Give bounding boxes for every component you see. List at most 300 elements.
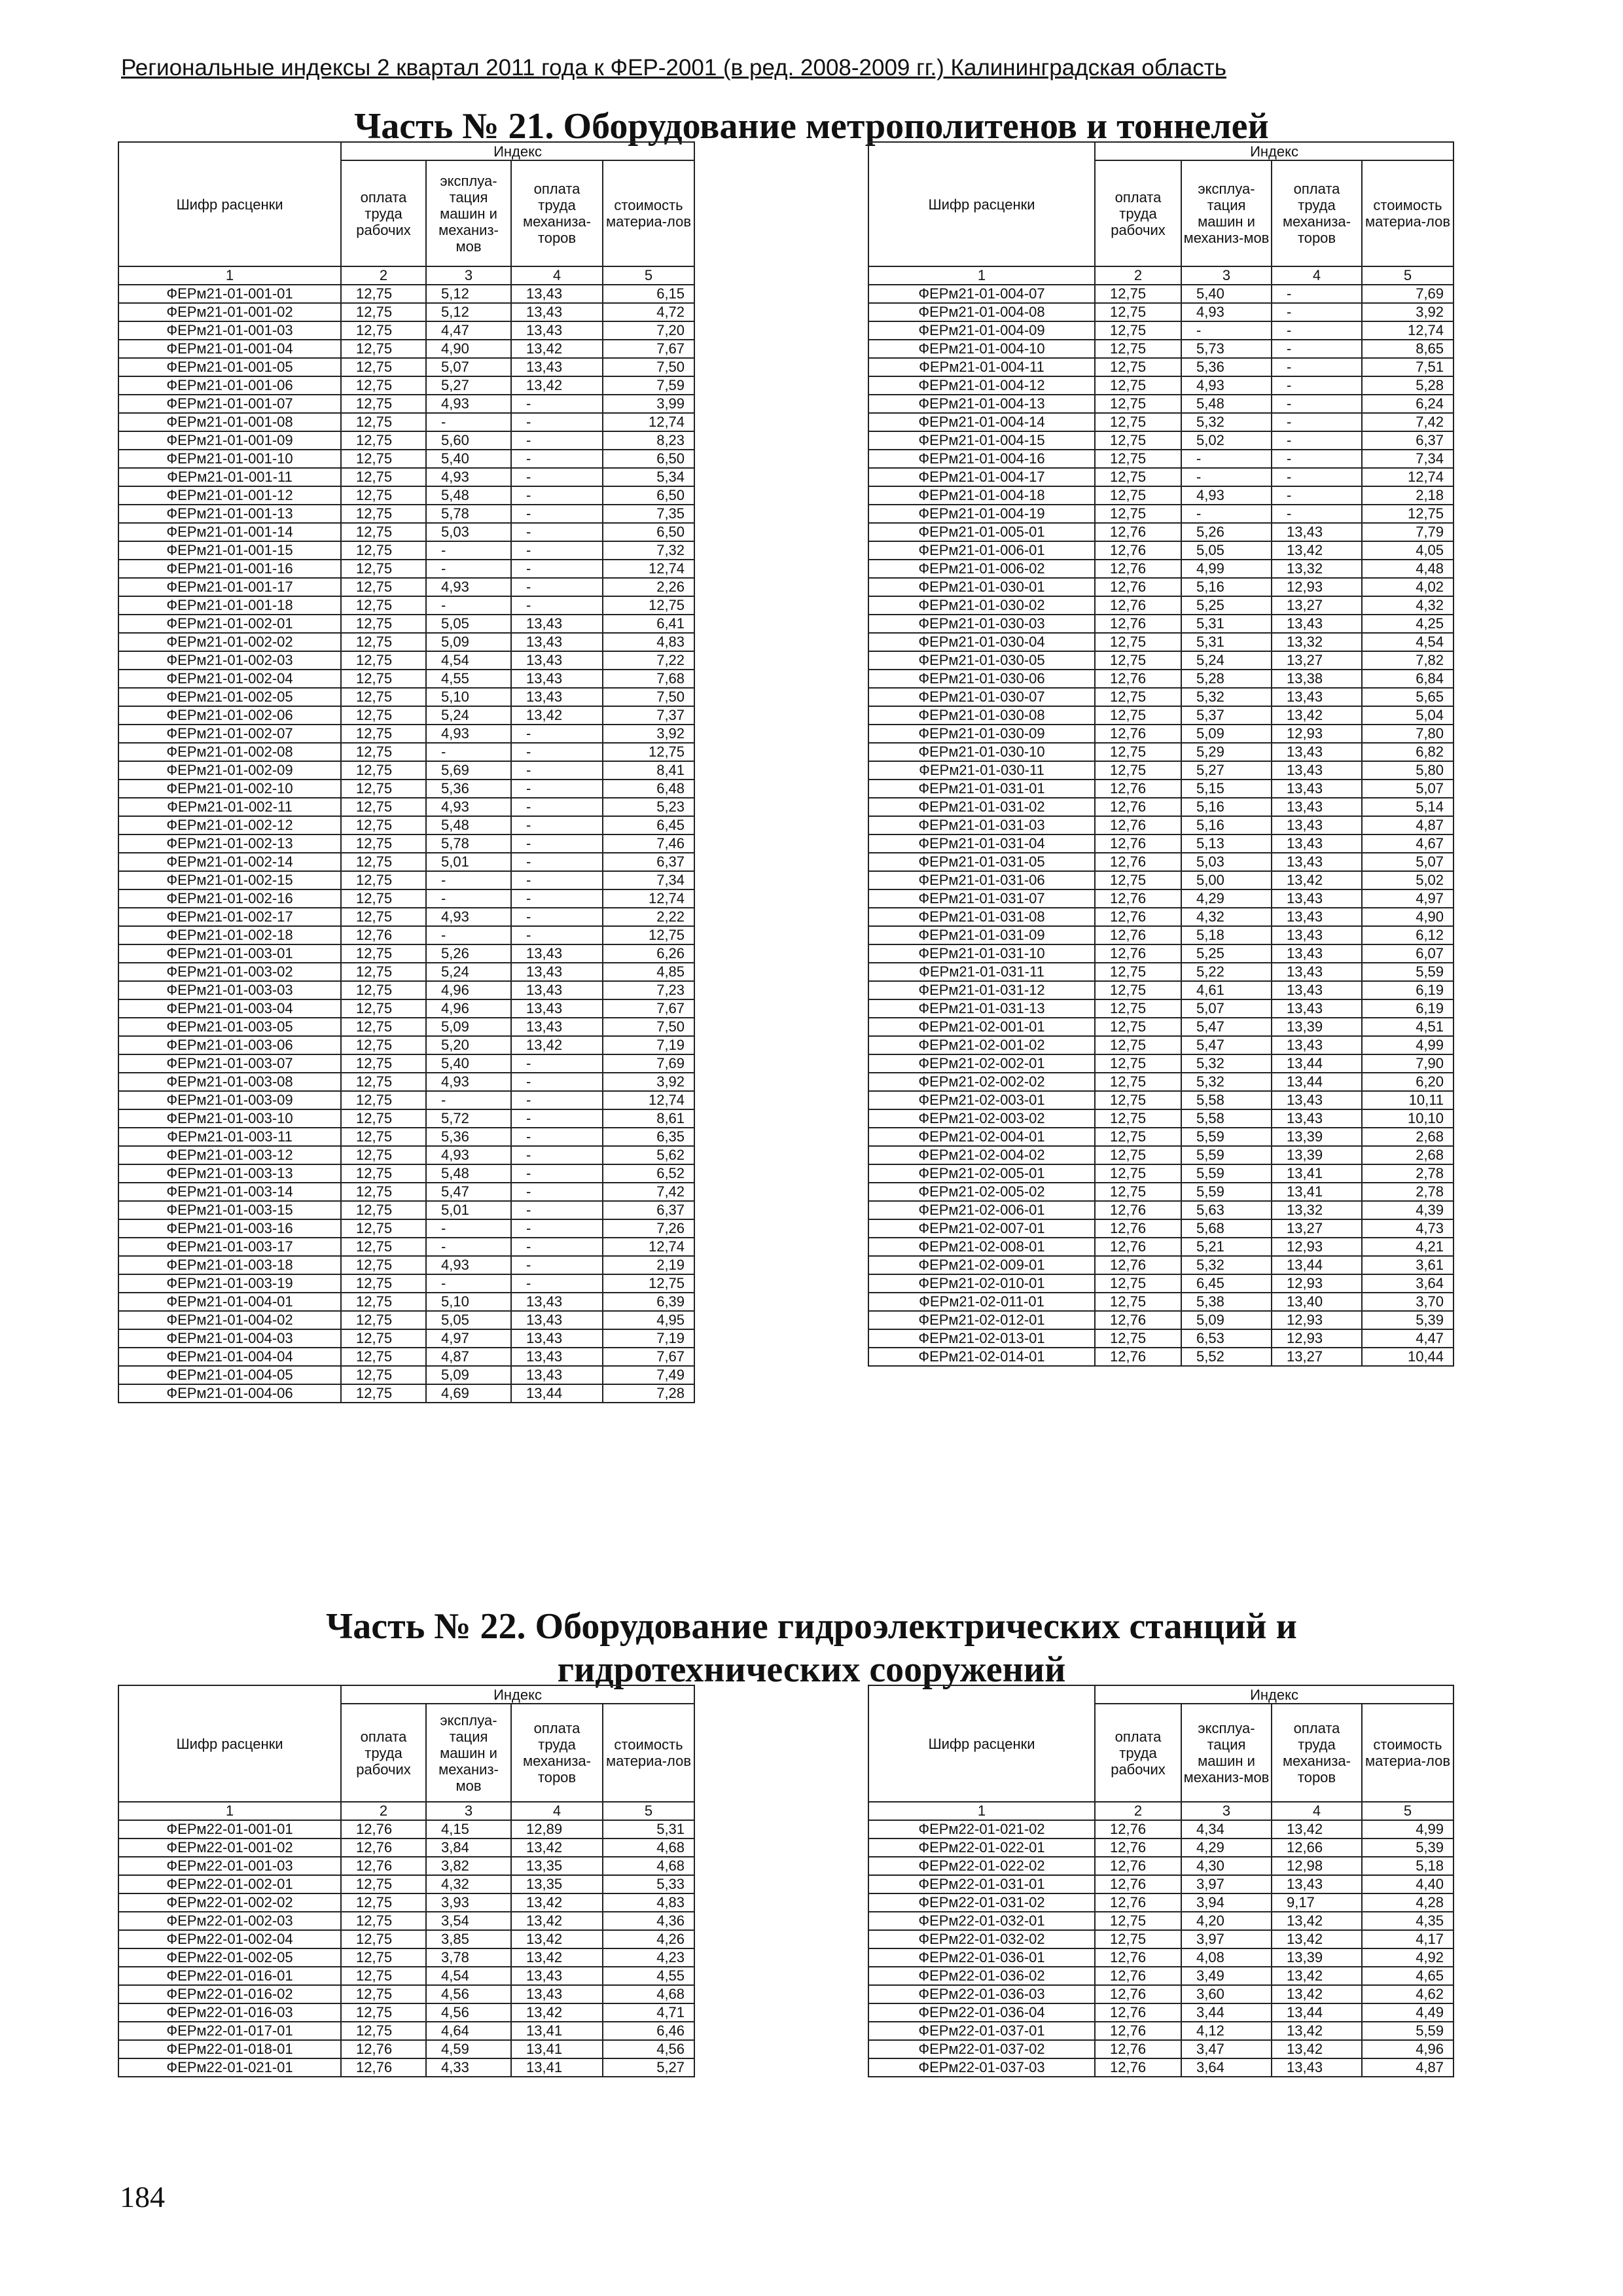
- labor-index: 12,76: [1095, 1820, 1181, 1839]
- materials-index: 2,19: [603, 1256, 694, 1274]
- mech-labor-index: -: [1272, 395, 1362, 413]
- rate-code: ФЕРм21-01-031-07: [868, 889, 1095, 908]
- labor-index: 12,75: [341, 963, 426, 981]
- mech-labor-index: -: [1272, 321, 1362, 340]
- mech-labor-index: 13,43: [511, 358, 603, 376]
- labor-index: 12,75: [1095, 981, 1181, 999]
- materials-index: 12,75: [603, 926, 694, 944]
- materials-index: 5,07: [1362, 853, 1454, 871]
- table-row: [118, 944, 694, 963]
- materials-index: 4,71: [603, 2003, 694, 2022]
- rate-code: ФЕРм22-01-001-02: [118, 1839, 341, 1857]
- table-row: [118, 578, 694, 596]
- machines-index: 5,07: [1181, 999, 1272, 1018]
- materials-index: 7,42: [603, 1183, 694, 1201]
- rate-code: ФЕРм21-01-003-02: [118, 963, 341, 981]
- materials-index: 4,48: [1362, 560, 1454, 578]
- table-row: [868, 926, 1454, 944]
- table-row: [868, 505, 1454, 523]
- rate-code: ФЕРм21-01-004-16: [868, 450, 1095, 468]
- mech-labor-index: -: [511, 834, 603, 853]
- machines-index: 4,96: [426, 981, 511, 999]
- rate-code: ФЕРм21-01-030-05: [868, 651, 1095, 670]
- table-row: [118, 1912, 694, 1930]
- table-row: [868, 2022, 1454, 2040]
- table-row: [118, 1384, 694, 1403]
- materials-index: 7,37: [603, 706, 694, 725]
- rate-code: ФЕРм21-01-002-13: [118, 834, 341, 853]
- labor-index: 12,76: [1095, 1985, 1181, 2003]
- rate-code: ФЕРм21-01-003-07: [118, 1054, 341, 1073]
- machines-index: 5,40: [426, 1054, 511, 1073]
- materials-index: 4,28: [1362, 1893, 1454, 1912]
- section-22-title-line1: Часть № 22. Оборудование гидроэлектрических станций и: [326, 1606, 1297, 1647]
- labor-index: 12,75: [341, 560, 426, 578]
- table-row: [118, 963, 694, 981]
- materials-index: 7,35: [603, 505, 694, 523]
- table-row: [868, 1985, 1454, 2003]
- labor-index: 12,75: [341, 1366, 426, 1384]
- labor-index: 12,75: [341, 743, 426, 761]
- rate-code: ФЕРм21-02-010-01: [868, 1274, 1095, 1293]
- materials-index: 8,23: [603, 431, 694, 450]
- machines-index: 4,93: [426, 578, 511, 596]
- mech-labor-index: 13,43: [1272, 523, 1362, 541]
- rate-code: ФЕРм21-01-002-02: [118, 633, 341, 651]
- rate-code: ФЕРм21-01-003-04: [118, 999, 341, 1018]
- table-row: [868, 358, 1454, 376]
- mech-labor-index: 13,42: [1272, 706, 1362, 725]
- materials-index: 7,34: [603, 871, 694, 889]
- rate-code: ФЕРм21-01-006-01: [868, 541, 1095, 560]
- labor-index: 12,75: [1095, 1036, 1181, 1054]
- labor-index: 12,76: [1095, 2040, 1181, 2058]
- labor-index: 12,75: [341, 1164, 426, 1183]
- materials-index: 4,87: [1362, 816, 1454, 834]
- table-row: [118, 285, 694, 303]
- machines-index: 4,55: [426, 670, 511, 688]
- rate-code: ФЕРм21-01-003-11: [118, 1128, 341, 1146]
- machines-index: 5,27: [1181, 761, 1272, 780]
- machines-index: 5,05: [1181, 541, 1272, 560]
- rate-code: ФЕРм21-01-002-04: [118, 670, 341, 688]
- materials-index: 7,50: [603, 1018, 694, 1036]
- materials-index: 7,50: [603, 688, 694, 706]
- mech-labor-index: 13,41: [1272, 1164, 1362, 1183]
- rate-code: ФЕРм21-01-003-16: [118, 1219, 341, 1238]
- rate-code: ФЕРм21-01-001-08: [118, 413, 341, 431]
- machines-index: 4,34: [1181, 1820, 1272, 1839]
- table-row: [118, 1128, 694, 1146]
- machines-index: 5,26: [1181, 523, 1272, 541]
- table-row: [868, 1311, 1454, 1329]
- machines-index: 5,22: [1181, 963, 1272, 981]
- labor-index: 12,75: [341, 633, 426, 651]
- table-row: [118, 926, 694, 944]
- mech-labor-index: 13,39: [1272, 1128, 1362, 1146]
- labor-index: 12,75: [341, 1930, 426, 1948]
- column-header-machines: эксплуа-тация машин и механиз-мов: [426, 1704, 511, 1802]
- materials-index: 4,40: [1362, 1875, 1454, 1893]
- machines-index: 5,59: [1181, 1128, 1272, 1146]
- labor-index: 12,75: [341, 1238, 426, 1256]
- machines-index: 4,90: [426, 340, 511, 358]
- materials-index: 7,69: [603, 1054, 694, 1073]
- table-row: [868, 1109, 1454, 1128]
- machines-index: 5,13: [1181, 834, 1272, 853]
- table-row: [118, 651, 694, 670]
- materials-index: 4,85: [603, 963, 694, 981]
- document-header: Региональные индексы 2 квартал 2011 года к ФЕР-2001 (в ред. 2008-2009 гг.) Калининградская область: [121, 55, 1226, 81]
- table-row: [118, 1329, 694, 1348]
- mech-labor-index: 13,27: [1272, 1348, 1362, 1366]
- materials-index: 3,92: [1362, 303, 1454, 321]
- labor-index: 12,75: [341, 285, 426, 303]
- materials-index: 4,32: [1362, 596, 1454, 615]
- table-row: [868, 1091, 1454, 1109]
- materials-index: 6,82: [1362, 743, 1454, 761]
- labor-index: 12,75: [1095, 1274, 1181, 1293]
- materials-index: 5,59: [1362, 2022, 1454, 2040]
- table-row: [868, 560, 1454, 578]
- mech-labor-index: -: [511, 1146, 603, 1164]
- materials-index: 4,62: [1362, 1985, 1454, 2003]
- rate-code: ФЕРм21-01-031-10: [868, 944, 1095, 963]
- labor-index: 12,75: [341, 340, 426, 358]
- labor-index: 12,75: [341, 431, 426, 450]
- machines-index: 4,93: [426, 395, 511, 413]
- table-row: [118, 1183, 694, 1201]
- machines-index: -: [426, 743, 511, 761]
- labor-index: 12,76: [341, 1839, 426, 1857]
- labor-index: 12,75: [341, 486, 426, 505]
- rate-code: ФЕРм22-01-017-01: [118, 2022, 341, 2040]
- machines-index: 5,37: [1181, 706, 1272, 725]
- materials-index: 4,99: [1362, 1820, 1454, 1839]
- table-row: [868, 944, 1454, 963]
- rate-code: ФЕРм21-01-001-02: [118, 303, 341, 321]
- materials-index: 4,87: [1362, 2058, 1454, 2077]
- column-number: 1: [118, 1802, 341, 1820]
- mech-labor-index: 13,42: [1272, 2022, 1362, 2040]
- table-row: [868, 1329, 1454, 1348]
- materials-index: 6,50: [603, 486, 694, 505]
- mech-labor-index: 12,93: [1272, 1329, 1362, 1348]
- mech-labor-index: 13,43: [1272, 944, 1362, 963]
- materials-index: 4,35: [1362, 1912, 1454, 1930]
- materials-index: 4,67: [1362, 834, 1454, 853]
- materials-index: 4,21: [1362, 1238, 1454, 1256]
- table-row: [868, 1073, 1454, 1091]
- machines-index: 5,15: [1181, 780, 1272, 798]
- materials-index: 7,34: [1362, 450, 1454, 468]
- machines-index: 6,53: [1181, 1329, 1272, 1348]
- rate-code: ФЕРм21-01-004-06: [118, 1384, 341, 1403]
- rate-code: ФЕРм21-01-001-14: [118, 523, 341, 541]
- machines-index: 5,05: [426, 1311, 511, 1329]
- materials-index: 3,64: [1362, 1274, 1454, 1293]
- machines-index: -: [426, 1091, 511, 1109]
- machines-index: -: [1181, 450, 1272, 468]
- machines-index: 5,48: [426, 1164, 511, 1183]
- machines-index: 5,69: [426, 761, 511, 780]
- machines-index: 3,60: [1181, 1985, 1272, 2003]
- labor-index: 12,76: [1095, 908, 1181, 926]
- mech-labor-index: -: [511, 853, 603, 871]
- materials-index: 4,39: [1362, 1201, 1454, 1219]
- section-21-title: Часть № 21. Оборудование метрополитенов и тоннелей: [354, 106, 1269, 147]
- mech-labor-index: 13,43: [511, 688, 603, 706]
- machines-index: 4,93: [426, 725, 511, 743]
- table-row: [118, 633, 694, 651]
- machines-index: 5,09: [1181, 1311, 1272, 1329]
- table-row: [868, 761, 1454, 780]
- machines-index: 3,93: [426, 1893, 511, 1912]
- rate-code: ФЕРм21-01-002-18: [118, 926, 341, 944]
- machines-index: 4,93: [1181, 376, 1272, 395]
- labor-index: 12,75: [1095, 321, 1181, 340]
- table-row: [118, 615, 694, 633]
- labor-index: 12,75: [341, 871, 426, 889]
- materials-index: 5,07: [1362, 780, 1454, 798]
- labor-index: 12,75: [1095, 1018, 1181, 1036]
- materials-index: 5,31: [603, 1820, 694, 1839]
- mech-labor-index: 13,42: [1272, 1985, 1362, 2003]
- rate-code: ФЕРм21-01-001-13: [118, 505, 341, 523]
- mech-labor-index: -: [511, 1238, 603, 1256]
- table-row: [868, 1948, 1454, 1967]
- table-row: [118, 560, 694, 578]
- table-row: [868, 1128, 1454, 1146]
- materials-index: 7,79: [1362, 523, 1454, 541]
- table-row: [868, 670, 1454, 688]
- rate-code: ФЕРм21-02-002-01: [868, 1054, 1095, 1073]
- table-row: [118, 596, 694, 615]
- labor-index: 12,75: [341, 578, 426, 596]
- machines-index: 5,28: [1181, 670, 1272, 688]
- machines-index: 5,10: [426, 688, 511, 706]
- machines-index: -: [1181, 468, 1272, 486]
- mech-labor-index: 13,43: [1272, 688, 1362, 706]
- labor-index: 12,75: [341, 1967, 426, 1985]
- mech-labor-index: 13,42: [511, 340, 603, 358]
- materials-index: 4,25: [1362, 615, 1454, 633]
- mech-labor-index: 13,43: [1272, 908, 1362, 926]
- mech-labor-index: 13,44: [1272, 1054, 1362, 1073]
- table-row: [118, 871, 694, 889]
- labor-index: 12,75: [1095, 358, 1181, 376]
- rate-code: ФЕРм21-01-003-13: [118, 1164, 341, 1183]
- table-row: [118, 981, 694, 999]
- materials-index: 7,19: [603, 1329, 694, 1348]
- rate-code: ФЕРм21-01-001-07: [118, 395, 341, 413]
- labor-index: 12,76: [1095, 1238, 1181, 1256]
- materials-index: 12,74: [603, 560, 694, 578]
- labor-index: 12,76: [1095, 615, 1181, 633]
- column-header-labor: оплата труда рабочих: [1095, 1704, 1181, 1802]
- labor-index: 12,75: [341, 1384, 426, 1403]
- machines-index: -: [1181, 321, 1272, 340]
- machines-index: 5,48: [1181, 395, 1272, 413]
- materials-index: 4,97: [1362, 889, 1454, 908]
- materials-index: 7,42: [1362, 413, 1454, 431]
- machines-index: 4,54: [426, 1967, 511, 1985]
- rate-code: ФЕРм21-01-002-14: [118, 853, 341, 871]
- labor-index: 12,75: [341, 1183, 426, 1201]
- table-row: [118, 670, 694, 688]
- materials-index: 4,95: [603, 1311, 694, 1329]
- mech-labor-index: -: [1272, 303, 1362, 321]
- mech-labor-index: 13,42: [1272, 1930, 1362, 1948]
- column-number: 3: [1181, 266, 1272, 285]
- materials-index: 10,44: [1362, 1348, 1454, 1366]
- machines-index: 5,68: [1181, 1219, 1272, 1238]
- mech-labor-index: 13,43: [1272, 1875, 1362, 1893]
- materials-index: 6,37: [603, 853, 694, 871]
- column-number: 4: [511, 266, 603, 285]
- table-row: [868, 596, 1454, 615]
- machines-index: 3,85: [426, 1930, 511, 1948]
- labor-index: 12,76: [1095, 1311, 1181, 1329]
- table-row: [118, 761, 694, 780]
- machines-index: 5,32: [1181, 688, 1272, 706]
- table-row: [118, 303, 694, 321]
- table-row: [868, 1857, 1454, 1875]
- machines-index: 5,32: [1181, 1073, 1272, 1091]
- labor-index: 12,75: [1095, 871, 1181, 889]
- rate-code: ФЕРм21-02-013-01: [868, 1329, 1095, 1348]
- table-row: [868, 450, 1454, 468]
- materials-index: 4,83: [603, 1893, 694, 1912]
- table-row: [118, 1893, 694, 1912]
- rate-code: ФЕРм21-02-012-01: [868, 1311, 1095, 1329]
- rate-code: ФЕРм21-02-002-02: [868, 1073, 1095, 1091]
- mech-labor-index: 12,89: [511, 1820, 603, 1839]
- rate-code: ФЕРм21-01-030-04: [868, 633, 1095, 651]
- machines-index: 4,61: [1181, 981, 1272, 999]
- materials-index: 12,74: [1362, 321, 1454, 340]
- column-header-machines: эксплуа-тация машин и механиз-мов: [1181, 160, 1272, 266]
- machines-index: 5,12: [426, 285, 511, 303]
- machines-index: 4,69: [426, 1384, 511, 1403]
- mech-labor-index: 13,43: [1272, 2058, 1362, 2077]
- machines-index: 5,07: [426, 358, 511, 376]
- rate-code: ФЕРм22-01-036-03: [868, 1985, 1095, 2003]
- labor-index: 12,75: [341, 725, 426, 743]
- materials-index: 4,92: [1362, 1948, 1454, 1967]
- mech-labor-index: -: [511, 1183, 603, 1201]
- machines-index: -: [426, 889, 511, 908]
- rate-code: ФЕРм21-01-002-10: [118, 780, 341, 798]
- labor-index: 12,75: [341, 1256, 426, 1274]
- rate-code: ФЕРм21-01-004-12: [868, 376, 1095, 395]
- rate-code: ФЕРм21-02-003-02: [868, 1109, 1095, 1128]
- machines-index: -: [426, 1219, 511, 1238]
- labor-index: 12,76: [1095, 578, 1181, 596]
- labor-index: 12,76: [1095, 523, 1181, 541]
- machines-index: 5,16: [1181, 816, 1272, 834]
- mech-labor-index: 13,43: [1272, 615, 1362, 633]
- column-number: 5: [1362, 1802, 1454, 1820]
- table-row: [118, 431, 694, 450]
- labor-index: 12,75: [1095, 1912, 1181, 1930]
- mech-labor-index: 13,43: [511, 1018, 603, 1036]
- labor-index: 12,75: [341, 1348, 426, 1366]
- rate-code: ФЕРм21-01-030-11: [868, 761, 1095, 780]
- table-row: [868, 908, 1454, 926]
- rate-code: ФЕРм21-01-031-09: [868, 926, 1095, 944]
- mech-labor-index: 13,43: [511, 963, 603, 981]
- materials-index: 12,74: [603, 1091, 694, 1109]
- rate-code: ФЕРм21-01-001-11: [118, 468, 341, 486]
- machines-index: 5,20: [426, 1036, 511, 1054]
- materials-index: 7,69: [1362, 285, 1454, 303]
- table-row: [868, 1930, 1454, 1948]
- materials-index: 12,74: [603, 1238, 694, 1256]
- mech-labor-index: -: [511, 505, 603, 523]
- labor-index: 12,76: [1095, 725, 1181, 743]
- materials-index: 5,33: [603, 1875, 694, 1893]
- mech-labor-index: 13,42: [511, 1893, 603, 1912]
- materials-index: 5,02: [1362, 871, 1454, 889]
- materials-index: 10,11: [1362, 1091, 1454, 1109]
- rate-code: ФЕРм21-01-001-06: [118, 376, 341, 395]
- materials-index: 6,26: [603, 944, 694, 963]
- machines-index: 5,16: [1181, 798, 1272, 816]
- labor-index: 12,75: [341, 981, 426, 999]
- mech-labor-index: 13,41: [511, 2040, 603, 2058]
- materials-index: 4,68: [603, 1857, 694, 1875]
- mech-labor-index: 13,43: [511, 1967, 603, 1985]
- mech-labor-index: -: [1272, 450, 1362, 468]
- labor-index: 12,75: [341, 1201, 426, 1219]
- rate-code: ФЕРм21-01-002-08: [118, 743, 341, 761]
- table-row: [868, 1238, 1454, 1256]
- table-row: [868, 1054, 1454, 1073]
- mech-labor-index: -: [511, 798, 603, 816]
- table-row: [868, 285, 1454, 303]
- labor-index: 12,76: [1095, 1839, 1181, 1857]
- table-row: [118, 1219, 694, 1238]
- rate-code: ФЕРм21-01-001-05: [118, 358, 341, 376]
- rate-code: ФЕРм21-01-030-09: [868, 725, 1095, 743]
- mech-labor-index: 12,93: [1272, 1311, 1362, 1329]
- machines-index: 5,32: [1181, 1256, 1272, 1274]
- table-row: [868, 999, 1454, 1018]
- labor-index: 12,75: [341, 1091, 426, 1109]
- materials-index: 2,68: [1362, 1128, 1454, 1146]
- machines-index: 3,47: [1181, 2040, 1272, 2058]
- rate-code: ФЕРм21-01-003-12: [118, 1146, 341, 1164]
- mech-labor-index: -: [511, 486, 603, 505]
- table-row: [868, 853, 1454, 871]
- mech-labor-index: 13,43: [1272, 926, 1362, 944]
- column-header-labor: оплата труда рабочих: [1095, 160, 1181, 266]
- labor-index: 12,76: [341, 2040, 426, 2058]
- machines-index: 5,00: [1181, 871, 1272, 889]
- machines-index: 3,54: [426, 1912, 511, 1930]
- rate-code: ФЕРм21-01-001-03: [118, 321, 341, 340]
- mech-labor-index: 13,27: [1272, 596, 1362, 615]
- rate-code: ФЕРм21-01-001-04: [118, 340, 341, 358]
- table-row: [118, 2003, 694, 2022]
- labor-index: 12,76: [1095, 560, 1181, 578]
- column-header-materials: стоимость материа-лов: [603, 160, 694, 266]
- table-row: [118, 1146, 694, 1164]
- column-number: 2: [341, 266, 426, 285]
- rate-code: ФЕРм21-01-004-10: [868, 340, 1095, 358]
- rate-code: ФЕРм21-02-005-01: [868, 1164, 1095, 1183]
